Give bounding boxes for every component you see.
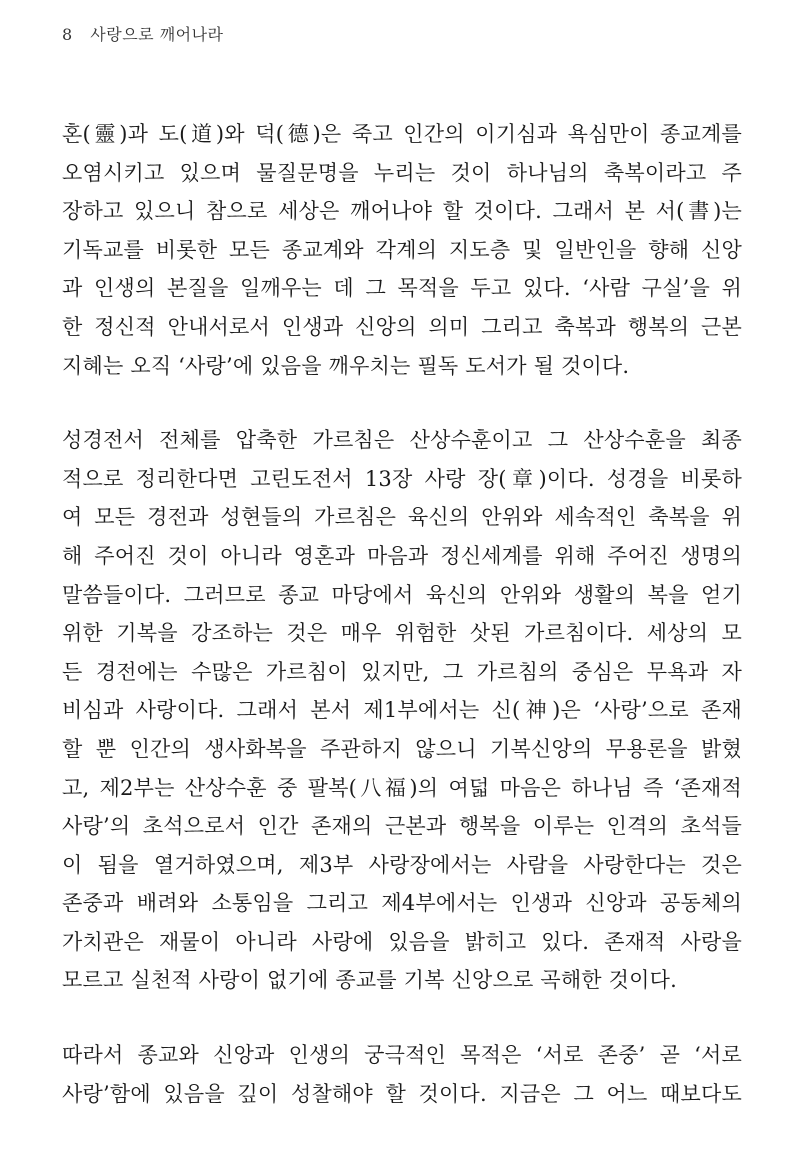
text-line: 과 인생의 본질을 일깨우는 데 그 목적을 두고 있다. ‘사람 구실’을 위 [62,276,742,301]
text-line: 장하고 있으니 참으로 세상은 깨어나야 할 것이다. 그래서 본 서(書)는 [62,199,742,224]
text-line: 위한 기복을 강조하는 것은 매우 위험한 삿된 가르침이다. 세상의 모 [62,621,742,646]
text-line: 한 정신적 안내서로서 인생과 신앙의 의미 그리고 축복과 행복의 근본 [62,314,742,339]
text-line: 이 됨을 열거하였으며, 제3부 사랑장에서는 사람을 사랑한다는 것은 [62,852,742,877]
running-header [62,22,224,45]
text-line: 해 주어진 것이 아니라 영혼과 마음과 정신세계를 위해 주어진 생명의 [62,543,742,568]
text-line: 혼(靈)과 도(道)와 덕(德)은 죽고 인간의 이기심과 욕심만이 종교계를 [62,122,742,146]
text-line: 오염시키고 있으며 물질문명을 누리는 것이 하나님의 축복이라고 주 [62,160,742,185]
text-line: 기독교를 비롯한 모든 종교계와 각계의 지도층 및 일반인을 향해 신앙 [62,237,742,262]
text-line: 말씀들이다. 그러므로 종교 마당에서 육신의 안위와 생활의 복을 얻기 [62,582,742,607]
text-line: 든 경전에는 수많은 가르침이 있지만, 그 가르침의 중심은 무욕과 자 [62,659,742,684]
text-line: 고, 제2부는 산상수훈 중 팔복(八福)의 여덟 마음은 하나님 즉 ‘존재적 [62,775,742,800]
body-text [62,115,742,1113]
text-line: 할 뿐 인간의 생사화복을 주관하지 않으니 기복신앙의 무용론을 밝혔 [62,736,742,761]
text-line: 지혜는 오직 ‘사랑’에 있음을 깨우치는 필독 도서가 될 것이다. [62,353,630,378]
text-line: 사랑’의 초석으로서 인간 존재의 근본과 행복을 이루는 인격의 초석들 [62,814,742,839]
text-line: 비심과 사랑이다. 그래서 본서 제1부에서는 신(神)은 ‘사랑’으로 존재 [62,698,742,723]
text-line: 여 모든 경전과 성현들의 가르침은 육신의 안위와 세속적인 축복을 위 [62,505,742,530]
text-line: 사랑’함에 있음을 깊이 성찰해야 할 것이다. 지금은 그 어느 때보다도 [62,1081,742,1106]
book-title: 사랑으로 깨어나라 [90,25,224,44]
text-line: 따라서 종교와 신앙과 인생의 궁극적인 목적은 ‘서로 존중’ 곧 ‘서로 [62,1043,742,1068]
text-line: 가치관은 재물이 아니라 사랑에 있음을 밝히고 있다. 존재적 사랑을 [62,929,742,954]
page-number: 8 [62,25,73,44]
text-line: 모르고 실천적 사랑이 없기에 종교를 기복 신앙으로 곡해한 것이다. [62,968,677,993]
text-line: 적으로 정리한다면 고린도전서 13장 사랑 장(章)이다. 성경을 비롯하 [62,466,742,491]
paragraph-gap [62,385,742,421]
paragraph-gap [62,1000,742,1036]
text-line: 존중과 배려와 소통임을 그리고 제4부에서는 인생과 신앙과 공동체의 [62,891,742,916]
text-line: 성경전서 전체를 압축한 가르침은 산상수훈이고 그 산상수훈을 최종 [62,428,742,453]
